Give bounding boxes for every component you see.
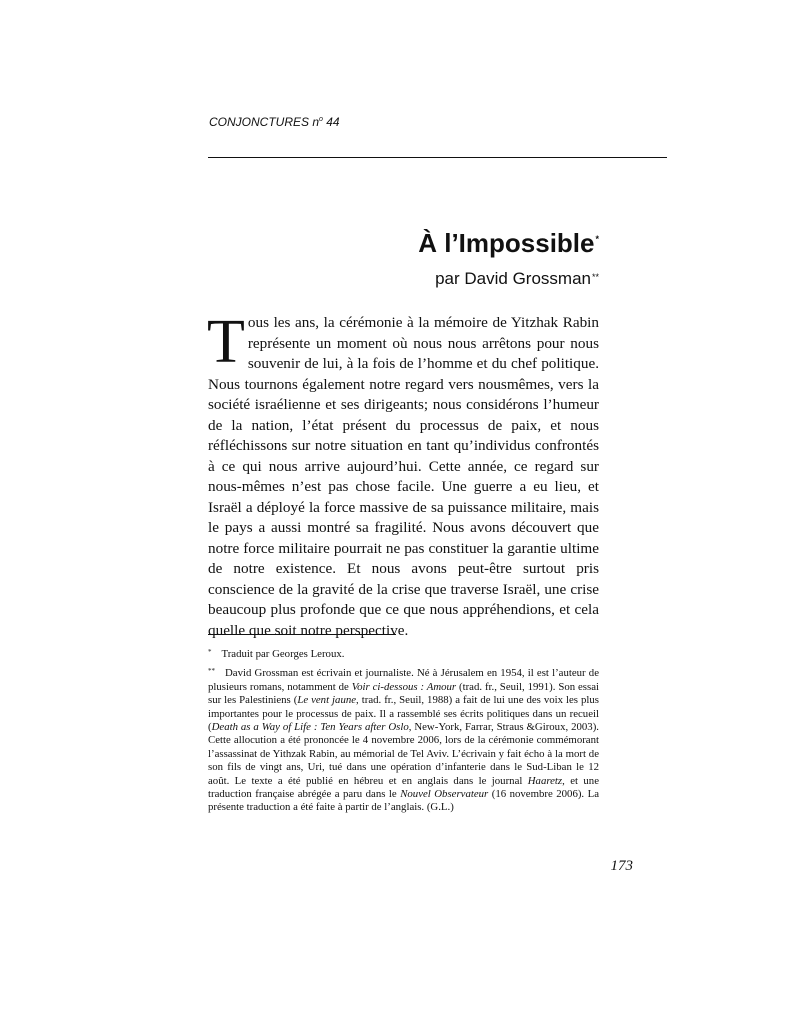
article-body — [207, 308, 599, 641]
book-title: Death as a Way of Life : Ten Years after Oslo — [211, 721, 409, 734]
article-author — [208, 268, 599, 290]
title-footnote-mark[interactable]: * — [595, 234, 599, 244]
newspaper-title: Haaretz — [527, 774, 563, 787]
journal-name: CONJONCTURES n — [209, 115, 320, 129]
footnote-2-text: (trad. fr., Seuil, 1991). Son essai sur les Palestiniens ( — [208, 680, 599, 707]
footnote-2-mark: ** — [208, 667, 215, 676]
footnote-2-text: (16 novembre 2006). La présente traduction a été faite à partir de l’anglais. (G.L.) — [208, 788, 600, 814]
header-rule — [208, 157, 667, 158]
book-title: Le vent jaune — [297, 694, 357, 707]
newspaper-title: Nouvel Observateur — [400, 788, 489, 801]
author-text: par David Grossman — [435, 269, 591, 288]
footnote-1-mark: * — [208, 648, 212, 656]
issue-number: 44 — [322, 115, 340, 129]
book-title: Voir ci-dessous : Amour — [351, 680, 457, 693]
footnote-2-text: , et une traduction française abrégée a paru dans le — [208, 774, 599, 801]
footnotes — [208, 648, 599, 815]
running-header — [209, 115, 340, 129]
footnote-2-text: , trad. fr., Seuil, 1988) a fait de lui une des voix les plus importantes pour le processus de paix. Il a rassemblé ses écrits politiques dans un recueil ( — [208, 694, 599, 734]
footnote-1-text: Traduit par Georges Leroux. — [221, 648, 345, 660]
title-text: À l’Impossible — [418, 228, 595, 258]
footnote-separator — [208, 634, 396, 635]
article-title — [208, 228, 599, 258]
footnote-1 — [208, 648, 599, 661]
author-footnote-mark[interactable]: ** — [591, 272, 599, 282]
footnote-2 — [208, 667, 599, 814]
footnote-2-text: , New-York, Farrar, Straus &Giroux, 2003). Cette allocution a été prononcée le 4 novembre 2006, lors de la cérémonie commémorant l’assassinat de Yithzak Rabin, au mémorial de Tel Aviv. L’écrivain y fait écho à la mort de son fils de vingt ans, Uri, tué dans une opération d’infanterie dans le Sud-Liban le 12 août. Le texte a été publié en hébreu et en anglais dans le journal — [208, 721, 599, 787]
body-paragraph: ous les ans, la cérémonie à la mémoire de Yitzhak Rabin représente un moment où nous nous arrêtons pour nous souvenir de lui, à la fois de l’homme et du chef politique. Nous tournons également notre regard vers nousmêmes, vers la société israélienne et ses dirigeants; nous considérons l’humeur de la nation, l’état présent du processus de paix, et nous réfléchissons sur notre situation en tant qu’individus confrontés à ce qui nous arrive aujourd’hui. Cette année, ce regard sur nous-mêmes n’est pas chose facile. Une guerre a eu lieu, et Israël a déployé la force massive de sa puissance militaire, mais le pays a aussi montré sa fragilité. Nous avons découvert que notre force militaire pourrait ne pas constituer la garantie ultime de notre existence. Et nous avons peut-être surtout pris conscience de la gravité de la crise que traverse Israël, une crise beaucoup plus profonde que ce que nous appréhendions, et cela quelle que soit notre perspective. — [208, 314, 599, 639]
footnote-2-text: David Grossman est écrivain et journaliste. Né à Jérusalem en 1954, il est l’auteur de plusieurs romans, notamment de — [208, 667, 599, 693]
page-number: 173 — [610, 858, 633, 874]
drop-cap: T — [207, 308, 245, 376]
journal-number-sup: o — [319, 116, 323, 123]
